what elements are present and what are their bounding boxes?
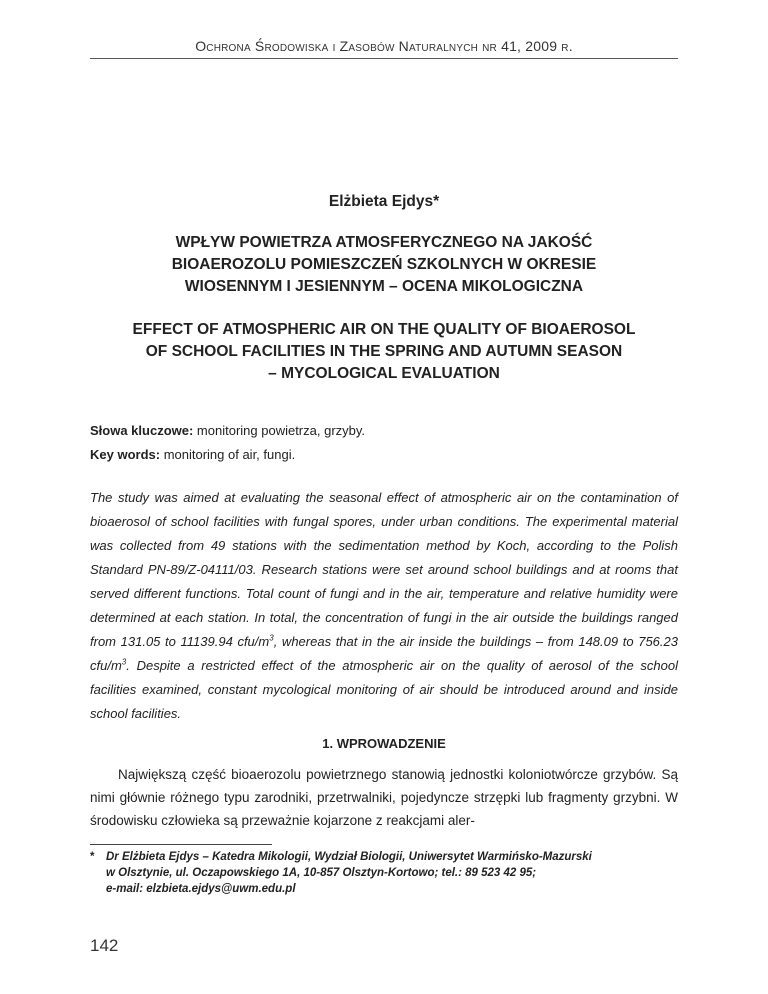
body-paragraph: Największą część bioaerozolu powietrznego stanowią jednostki koloniotwórcze grzybów. Są nimi głównie różnego typu zarodniki, przetrwalniki, pojedyncze strzępki lub fragmenty grzybni. W środowisku człowieka są przeważnie kojarzone z reakcjami aler- [90, 767, 678, 828]
keywords-english-value: monitoring of air, fungi. [160, 447, 296, 462]
abstract-text: , whereas that in the air inside the buildings – from 148.09 to 756.23 cfu/m [90, 634, 678, 673]
title-english [90, 319, 678, 385]
footnote-line: Dr Elżbieta Ejdys – Katedra Mikologii, Wydział Biologii, Uniwersytet Warmińsko-Mazurski [106, 851, 592, 863]
title-english-line: OF SCHOOL FACILITIES IN THE SPRING AND AUTUMN SEASON [145, 343, 623, 360]
keywords-english-label: Key words: [90, 447, 161, 462]
keywords-polish [90, 423, 678, 438]
page-number: 142 [90, 936, 119, 955]
section-heading: 1. WPROWADZENIE [322, 736, 446, 751]
issue-prefix: nr [482, 38, 497, 54]
title-polish-line: WPŁYW POWIETRZA ATMOSFERYCZNEGO NA JAKOŚĆ [175, 234, 593, 251]
title-polish-line: WIOSENNYM I JESIENNYM – OCENA MIKOLOGICZNA [184, 278, 584, 295]
issue-suffix: r. [561, 38, 573, 54]
superscript: 3 [269, 633, 274, 643]
abstract [90, 486, 678, 726]
footnote [90, 849, 678, 897]
header-rule [90, 58, 678, 59]
title-english-line: EFFECT OF ATMOSPHERIC AIR ON THE QUALITY OF BIOAEROSOL [132, 321, 636, 338]
abstract-text: . Despite a restricted effect of the atmospheric air on the quality of aerosol of the school facilities examined, constant mycological monitoring of air should be introduced around and inside school facilities. [90, 658, 678, 721]
running-header [90, 38, 678, 54]
superscript: 3 [121, 657, 127, 667]
journal-name: Ochrona Środowiska i Zasobów Naturalnych [195, 38, 479, 54]
keywords-polish-value: monitoring powietrza, grzyby. [193, 423, 366, 438]
keywords-english [90, 447, 678, 462]
footnote-line: e-mail: elzbieta.ejdys@uwm.edu.pl [106, 883, 296, 895]
footnote-line: w Olsztynie, ul. Oczapowskiego 1A, 10-857 Olsztyn-Kortowo; tel.: 89 523 42 95; [106, 867, 537, 879]
footnote-rule [90, 844, 272, 845]
title-polish [90, 232, 678, 298]
abstract-text: The study was aimed at evaluating the seasonal effect of atmospheric air on the contamination of bioaerosol of school facilities with fungal spores, under urban conditions. The experimental material was collected from 49 stations with the sedimentation method by Koch, according to the Polish Standard PN-89/Z-04111/03. Research stations were set around school buildings and at rooms that served different functions. Total count of fungi and in the air, temperature and relative humidity were determined at each station. In total, the concentration of fungi in the air outside the buildings ranged from 131.05 to 11139.94 cfu/m [90, 490, 678, 649]
title-english-line: – MYCOLOGICAL EVALUATION [268, 365, 500, 382]
issue-number: 41, 2009 [501, 38, 558, 54]
keywords-polish-label: Słowa kluczowe: [90, 423, 194, 438]
author-name: Elżbieta Ejdys* [328, 193, 440, 210]
footnote-mark: * [90, 851, 95, 863]
title-polish-line: BIOAEROZOLU POMIESZCZEŃ SZKOLNYCH W OKRESIE [171, 256, 597, 273]
